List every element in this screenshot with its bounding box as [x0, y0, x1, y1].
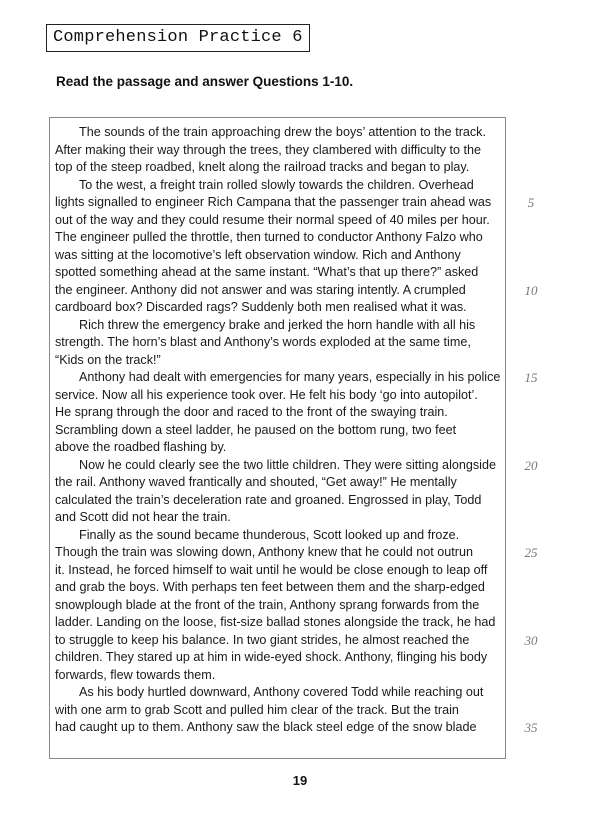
passage-line: children. They stared up at him in wide-eyed shock. Anthony, flinging his body [55, 650, 488, 664]
passage-line: had caught up to them. Anthony saw the black steel edge of the snow blade [55, 720, 477, 734]
passage-line: lights signalled to engineer Rich Campana that the passenger train ahead was [55, 195, 492, 209]
passage-line: Though the train was slowing down, Anthony knew that he could not outrun [55, 545, 473, 559]
page-number: 19 [292, 773, 308, 788]
passage-line: forwards, flew towards them. [55, 667, 216, 682]
passage-line: The engineer pulled the throttle, then turned to conductor Anthony Falzo who [55, 230, 483, 244]
passage-line: the rail. Anthony waved frantically and shouted, “Get away!” He mentally [55, 475, 457, 489]
passage-line: with one arm to grab Scott and pulled him clear of the track. But the train [55, 702, 459, 717]
passage-line: calculated the train’s deceleration rate and groaned. Engrossed in play, Todd [55, 492, 482, 507]
passage-line: Now he could clearly see the two little children. They were sitting alongside [79, 457, 496, 472]
line-number: 25 [524, 545, 538, 560]
line-number: 30 [524, 632, 538, 648]
passage-line: was sitting at the locomotive’s left observation window. Rich and Anthony [55, 247, 461, 262]
passage-line: ladder. Landing on the loose, fist-size ballad stones alongside the track, he had [55, 615, 496, 629]
passage-line: spotted something ahead at the same instant. “What’s that up there?” asked [55, 265, 479, 279]
passage-line: After making their way through the trees, they clambered with difficulty to the [55, 142, 482, 157]
passage-line: Anthony had dealt with emergencies for many years, especially in his police [79, 370, 501, 384]
passage-line: strength. The horn’s blast and Anthony’s words exploded at the same time, [55, 335, 471, 349]
line-number: 20 [524, 457, 538, 473]
passage-line: “Kids on the track!” [55, 352, 161, 367]
passage-line: service. Now all his experience took over. He felt his body ‘go into autopilot’. [55, 387, 478, 402]
passage-line: As his body hurtled downward, Anthony covered Todd while reaching out [79, 685, 484, 699]
passage-line: Scrambling down a steel ladder, he paused on the bottom rung, two feet [55, 422, 457, 437]
line-number: 35 [524, 720, 538, 735]
instruction-text: Read the passage and answer Questions 1-10. [56, 74, 354, 89]
passage-line: and Scott did not hear the train. [55, 510, 231, 524]
passage-line: cardboard box? Discarded rags? Suddenly both men realised what it was. [55, 300, 467, 314]
page-title: Comprehension Practice 6 [46, 24, 310, 52]
passage-line: snowplough blade at the front of the train, Anthony sprang forwards from the [55, 597, 480, 612]
passage-line: the engineer. Anthony did not answer and was staring intently. A crumpled [55, 282, 466, 297]
line-number: 15 [524, 370, 538, 385]
passage-line: Rich threw the emergency brake and jerked the horn handle with all his [79, 317, 476, 332]
passage-line: The sounds of the train approaching drew the boys’ attention to the track. [79, 125, 486, 139]
passage-line: He sprang through the door and raced to the front of the swaying train. [55, 405, 448, 419]
passage-line: out of the way and they could resume their normal speed of 40 miles per hour. [55, 212, 490, 227]
line-number: 5 [527, 195, 535, 210]
passage-line: Finally as the sound became thunderous, Scott looked up and froze. [79, 527, 460, 542]
passage-line: and grab the boys. With perhaps ten feet between them and the sharp-edged [55, 580, 485, 594]
passage-line: To the west, a freight train rolled slowly towards the children. Overhead [79, 177, 474, 192]
passage-line: top of the steep roadbed, knelt along the railroad tracks and began to play. [55, 160, 470, 174]
passage-line: above the roadbed flashing by. [55, 440, 227, 454]
line-number: 10 [524, 282, 538, 298]
passage-line: to struggle to keep his balance. In two giant strides, he almost reached the [55, 632, 470, 647]
passage-line: it. Instead, he forced himself to wait until he would be close enough to leap off [55, 562, 488, 577]
